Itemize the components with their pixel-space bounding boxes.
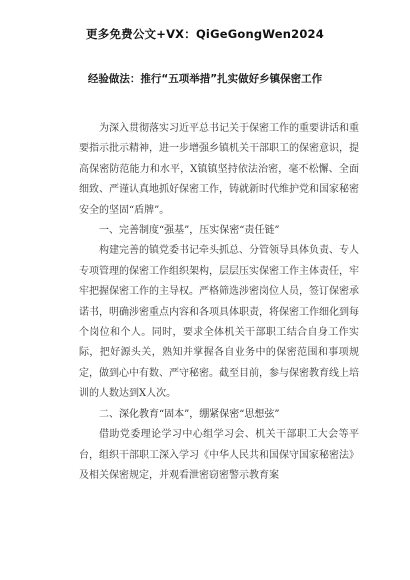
section-2-paragraph: 借助党委理论学习中心组学习会、机关干部职工大会等平台，组织干部职工深入学习《中华人民共和国保守国家秘密法》及相关保密规定，并观看泄密窃密警示教育案 xyxy=(79,429,359,481)
section-heading-1: 一、完善制度“强基”，压实保密“责任链” xyxy=(99,225,280,237)
section-heading-2: 二、深化教育“固本”，绷紧保密“思想弦” xyxy=(99,408,280,420)
promo-banner: 更多免费公文+VX：QiGeGongWen2024 xyxy=(86,27,324,41)
document-title: 经验做法：推行“五项举措”扎实做好乡镇保密工作 xyxy=(87,73,323,85)
document-body xyxy=(79,119,359,486)
section-1-paragraph: 构建完善的镇党委书记牵头抓总、分管领导具体负责、专人专项管理的保密工作组织架构，层层压实保密工作主体责任，牢牢把握保密工作的主导权。严格筛选涉密岗位人员，签订保密承诺书，明确涉密重点内容和各项具体职责，将保密工作细化到每个岗位和个人。同时，要求全体机关干部职工结合自身工作实际，把好源头关，熟知并掌握各自业务中的保密范围和事项规定，做到心中有数、严守秘密。截至目前，参与保密教育线上培训的人数达到X人次。 xyxy=(79,245,359,400)
intro-paragraph: 为深入贯彻落实习近平总书记关于保密工作的重要讲话和重要指示批示精神，进一步增强乡镇机关干部职工的保密意识，提高保密防范能力和水平，X镇镇坚持依法治密，毫不松懈、全面细致、严谨认真地抓好保密工作，铸就新时代维护党和国家秘密安全的坚固“盾牌”。 xyxy=(79,123,359,216)
